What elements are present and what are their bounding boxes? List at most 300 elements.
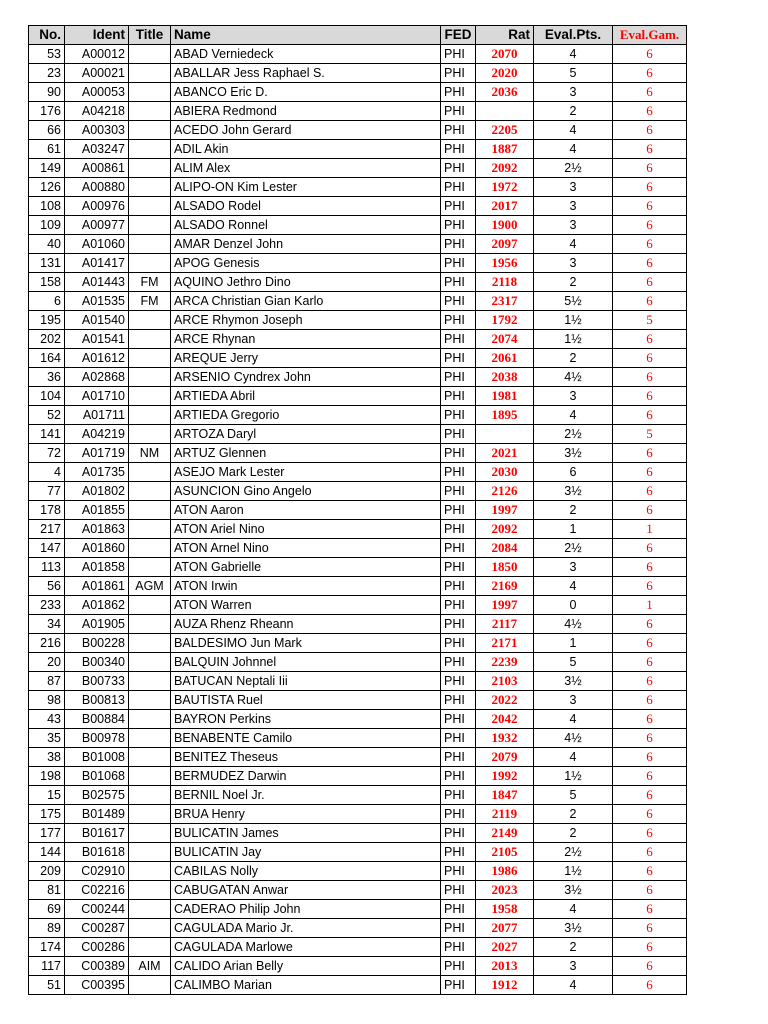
cell-ident: A03247 [65,140,129,159]
cell-no: 43 [29,710,65,729]
cell-fed: PHI [441,501,476,520]
table-row [29,862,687,881]
cell-eval-gam: 6 [613,83,687,102]
table-row [29,843,687,862]
cell-rating: 2171 [476,634,534,653]
table-row [29,634,687,653]
cell-no: 202 [29,330,65,349]
cell-fed: PHI [441,140,476,159]
cell-title [129,653,171,672]
cell-ident: A01612 [65,349,129,368]
cell-fed: PHI [441,596,476,615]
cell-ident: A04218 [65,102,129,121]
cell-name: AMAR Denzel John [171,235,441,254]
cell-title [129,102,171,121]
table-row [29,919,687,938]
cell-rating: 1997 [476,501,534,520]
cell-fed: PHI [441,368,476,387]
cell-eval-pts: 1½ [534,311,613,330]
cell-eval-pts: 2½ [534,539,613,558]
cell-no: 66 [29,121,65,140]
cell-name: BATUCAN Neptali Iii [171,672,441,691]
cell-title [129,520,171,539]
cell-eval-pts: 4½ [534,729,613,748]
table-row [29,387,687,406]
cell-ident: C00286 [65,938,129,957]
cell-eval-pts: 2½ [534,425,613,444]
cell-eval-pts: 4 [534,748,613,767]
cell-title [129,862,171,881]
cell-ident: A01443 [65,273,129,292]
cell-rating: 2239 [476,653,534,672]
cell-ident: B00813 [65,691,129,710]
cell-title [129,672,171,691]
header-rat: Rat [476,26,534,45]
cell-title [129,121,171,140]
cell-no: 233 [29,596,65,615]
table-row [29,558,687,577]
cell-ident: A01861 [65,577,129,596]
cell-ident: A01735 [65,463,129,482]
cell-fed: PHI [441,843,476,862]
cell-no: 81 [29,881,65,900]
cell-eval-gam: 6 [613,577,687,596]
cell-name: CALIMBO Marian [171,976,441,995]
cell-fed: PHI [441,463,476,482]
cell-no: 174 [29,938,65,957]
cell-rating: 2022 [476,691,534,710]
cell-name: AQUINO Jethro Dino [171,273,441,292]
cell-ident: A00053 [65,83,129,102]
cell-eval-gam: 6 [613,881,687,900]
cell-no: 61 [29,140,65,159]
cell-name: ALIM Alex [171,159,441,178]
table-row [29,748,687,767]
cell-eval-pts: 5 [534,653,613,672]
cell-fed: PHI [441,292,476,311]
table-row [29,900,687,919]
cell-rating: 2117 [476,615,534,634]
cell-rating: 1895 [476,406,534,425]
cell-name: ATON Warren [171,596,441,615]
header-eval-gam: Eval.Gam. [613,26,687,45]
cell-name: ASUNCION Gino Angelo [171,482,441,501]
cell-eval-gam: 6 [613,824,687,843]
cell-eval-pts: 4½ [534,615,613,634]
cell-no: 175 [29,805,65,824]
cell-ident: A00976 [65,197,129,216]
cell-rating: 2070 [476,45,534,64]
table-row [29,273,687,292]
cell-ident: C00287 [65,919,129,938]
cell-eval-gam: 1 [613,520,687,539]
cell-title [129,938,171,957]
table-row [29,615,687,634]
cell-eval-gam: 6 [613,368,687,387]
cell-fed: PHI [441,881,476,900]
cell-no: 4 [29,463,65,482]
cell-title [129,311,171,330]
cell-ident: A01862 [65,596,129,615]
cell-no: 35 [29,729,65,748]
cell-fed: PHI [441,311,476,330]
cell-ident: C02910 [65,862,129,881]
cell-eval-pts: 1 [534,634,613,653]
table-row [29,121,687,140]
cell-no: 108 [29,197,65,216]
player-table [28,25,687,995]
cell-fed: PHI [441,425,476,444]
cell-title [129,330,171,349]
cell-eval-gam: 6 [613,463,687,482]
cell-ident: B01068 [65,767,129,786]
cell-rating: 2103 [476,672,534,691]
cell-ident: A00303 [65,121,129,140]
cell-name: CABILAS Nolly [171,862,441,881]
cell-name: ABIERA Redmond [171,102,441,121]
cell-fed: PHI [441,653,476,672]
cell-eval-gam: 6 [613,216,687,235]
cell-ident: C02216 [65,881,129,900]
cell-name: ABALLAR Jess Raphael S. [171,64,441,83]
cell-title [129,558,171,577]
cell-fed: PHI [441,406,476,425]
cell-no: 147 [29,539,65,558]
cell-ident: A01863 [65,520,129,539]
cell-eval-gam: 6 [613,691,687,710]
cell-ident: B00340 [65,653,129,672]
cell-title [129,843,171,862]
cell-no: 90 [29,83,65,102]
cell-eval-pts: 3½ [534,919,613,938]
table-row [29,311,687,330]
cell-eval-gam: 6 [613,444,687,463]
cell-fed: PHI [441,786,476,805]
table-row [29,729,687,748]
cell-ident: A01858 [65,558,129,577]
cell-eval-gam: 6 [613,482,687,501]
cell-rating: 1981 [476,387,534,406]
cell-eval-pts: 4 [534,577,613,596]
table-row [29,45,687,64]
cell-name: AREQUE Jerry [171,349,441,368]
cell-eval-pts: 6 [534,463,613,482]
cell-name: ALIPO-ON Kim Lester [171,178,441,197]
cell-eval-gam: 6 [613,938,687,957]
cell-no: 113 [29,558,65,577]
cell-no: 178 [29,501,65,520]
cell-fed: PHI [441,767,476,786]
cell-rating: 1956 [476,254,534,273]
cell-eval-pts: 2 [534,501,613,520]
table-row [29,425,687,444]
cell-rating: 1847 [476,786,534,805]
cell-rating: 2105 [476,843,534,862]
cell-eval-gam: 6 [613,235,687,254]
table-row [29,83,687,102]
cell-eval-pts: 2 [534,938,613,957]
cell-eval-gam: 6 [613,634,687,653]
cell-no: 87 [29,672,65,691]
cell-ident: B01489 [65,805,129,824]
cell-name: AUZA Rhenz Rheann [171,615,441,634]
cell-name: ARCE Rhymon Joseph [171,311,441,330]
cell-fed: PHI [441,710,476,729]
cell-ident: A01711 [65,406,129,425]
cell-title [129,900,171,919]
cell-fed: PHI [441,64,476,83]
cell-name: ALSADO Ronnel [171,216,441,235]
cell-no: 20 [29,653,65,672]
cell-eval-pts: 3½ [534,444,613,463]
cell-rating: 2027 [476,938,534,957]
table-row [29,178,687,197]
header-eval-pts: Eval.Pts. [534,26,613,45]
cell-name: BRUA Henry [171,805,441,824]
cell-title [129,805,171,824]
cell-title [129,45,171,64]
cell-name: ATON Aaron [171,501,441,520]
cell-name: BAUTISTA Ruel [171,691,441,710]
cell-rating: 1912 [476,976,534,995]
cell-ident: A01541 [65,330,129,349]
table-row [29,577,687,596]
cell-eval-pts: 3 [534,957,613,976]
table-row [29,710,687,729]
cell-name: APOG Genesis [171,254,441,273]
cell-ident: A00880 [65,178,129,197]
table-row [29,501,687,520]
cell-no: 23 [29,64,65,83]
cell-fed: PHI [441,805,476,824]
cell-eval-pts: 2 [534,805,613,824]
cell-no: 6 [29,292,65,311]
cell-no: 36 [29,368,65,387]
cell-rating: 2118 [476,273,534,292]
cell-eval-pts: 1½ [534,767,613,786]
table-row [29,406,687,425]
cell-title [129,235,171,254]
cell-no: 195 [29,311,65,330]
cell-no: 15 [29,786,65,805]
cell-name: BULICATIN Jay [171,843,441,862]
table-row [29,463,687,482]
cell-no: 216 [29,634,65,653]
cell-ident: A01535 [65,292,129,311]
cell-title [129,767,171,786]
table-row [29,824,687,843]
cell-fed: PHI [441,558,476,577]
cell-eval-gam: 6 [613,805,687,824]
cell-rating: 2020 [476,64,534,83]
cell-ident: A01060 [65,235,129,254]
cell-eval-gam: 6 [613,501,687,520]
cell-eval-gam: 6 [613,178,687,197]
cell-rating: 2084 [476,539,534,558]
cell-rating: 2119 [476,805,534,824]
cell-eval-pts: 1 [534,520,613,539]
cell-title [129,919,171,938]
cell-eval-pts: 2 [534,824,613,843]
cell-name: ATON Arnel Nino [171,539,441,558]
cell-eval-pts: 3 [534,558,613,577]
cell-eval-pts: 3 [534,83,613,102]
cell-title [129,596,171,615]
cell-title [129,216,171,235]
cell-eval-pts: 3½ [534,482,613,501]
cell-eval-pts: 0 [534,596,613,615]
cell-fed: PHI [441,387,476,406]
cell-no: 109 [29,216,65,235]
cell-ident: C00389 [65,957,129,976]
cell-name: ARTIEDA Gregorio [171,406,441,425]
cell-rating: 1850 [476,558,534,577]
cell-rating: 2038 [476,368,534,387]
cell-eval-gam: 6 [613,330,687,349]
cell-rating: 2097 [476,235,534,254]
cell-title [129,976,171,995]
cell-title [129,349,171,368]
cell-ident: A00861 [65,159,129,178]
cell-rating: 1972 [476,178,534,197]
cell-no: 126 [29,178,65,197]
cell-no: 131 [29,254,65,273]
cell-eval-gam: 6 [613,558,687,577]
cell-eval-gam: 6 [613,919,687,938]
cell-name: ADIL Akin [171,140,441,159]
cell-eval-gam: 6 [613,862,687,881]
table-row [29,254,687,273]
cell-name: ACEDO John Gerard [171,121,441,140]
cell-no: 217 [29,520,65,539]
cell-fed: PHI [441,273,476,292]
table-row [29,520,687,539]
cell-title [129,748,171,767]
cell-eval-pts: 2 [534,273,613,292]
cell-name: CAGULADA Mario Jr. [171,919,441,938]
cell-ident: B01008 [65,748,129,767]
cell-name: ALSADO Rodel [171,197,441,216]
cell-no: 53 [29,45,65,64]
cell-eval-gam: 6 [613,273,687,292]
cell-fed: PHI [441,254,476,273]
cell-eval-gam: 6 [613,102,687,121]
cell-ident: A00977 [65,216,129,235]
cell-eval-pts: 4 [534,900,613,919]
cell-fed: PHI [441,748,476,767]
cell-eval-gam: 6 [613,254,687,273]
cell-rating: 1986 [476,862,534,881]
cell-eval-gam: 6 [613,710,687,729]
cell-title [129,83,171,102]
cell-ident: A01417 [65,254,129,273]
table-row [29,596,687,615]
cell-fed: PHI [441,444,476,463]
cell-fed: PHI [441,691,476,710]
cell-name: CADERAO Philip John [171,900,441,919]
table-row [29,805,687,824]
cell-eval-gam: 6 [613,159,687,178]
cell-title [129,197,171,216]
header-row [29,26,687,45]
cell-eval-gam: 6 [613,767,687,786]
cell-no: 89 [29,919,65,938]
cell-no: 52 [29,406,65,425]
cell-eval-gam: 6 [613,64,687,83]
cell-eval-gam: 6 [613,729,687,748]
cell-eval-gam: 6 [613,786,687,805]
cell-title [129,482,171,501]
cell-title [129,824,171,843]
cell-eval-gam: 6 [613,900,687,919]
cell-no: 56 [29,577,65,596]
cell-rating: 2092 [476,520,534,539]
cell-rating: 1958 [476,900,534,919]
cell-eval-pts: 3½ [534,881,613,900]
cell-fed: PHI [441,539,476,558]
cell-title [129,729,171,748]
cell-no: 72 [29,444,65,463]
cell-rating: 1887 [476,140,534,159]
cell-eval-pts: 4 [534,121,613,140]
cell-eval-gam: 6 [613,140,687,159]
cell-eval-pts: 3 [534,197,613,216]
cell-title [129,140,171,159]
cell-eval-pts: 4 [534,976,613,995]
cell-rating: 1992 [476,767,534,786]
cell-eval-pts: 2½ [534,843,613,862]
cell-eval-pts: 3 [534,216,613,235]
table-row [29,976,687,995]
cell-no: 164 [29,349,65,368]
cell-title [129,539,171,558]
cell-title [129,159,171,178]
cell-title [129,254,171,273]
cell-title [129,691,171,710]
cell-title [129,710,171,729]
cell-name: BULICATIN James [171,824,441,843]
table-row [29,349,687,368]
cell-eval-pts: 1½ [534,862,613,881]
cell-eval-gam: 6 [613,406,687,425]
cell-name: CAGULADA Marlowe [171,938,441,957]
cell-no: 149 [29,159,65,178]
cell-eval-gam: 6 [613,121,687,140]
cell-name: ARTOZA Daryl [171,425,441,444]
cell-name: BALQUIN Johnnel [171,653,441,672]
cell-name: BENITEZ Theseus [171,748,441,767]
table-row [29,292,687,311]
cell-eval-gam: 6 [613,387,687,406]
cell-eval-pts: 4½ [534,368,613,387]
cell-rating: 2061 [476,349,534,368]
cell-no: 38 [29,748,65,767]
cell-rating: 1932 [476,729,534,748]
cell-ident: A01802 [65,482,129,501]
table-row [29,691,687,710]
table-row [29,653,687,672]
cell-eval-gam: 6 [613,197,687,216]
cell-title: AIM [129,957,171,976]
cell-eval-gam: 6 [613,957,687,976]
cell-fed: PHI [441,824,476,843]
cell-fed: PHI [441,121,476,140]
cell-ident: C00395 [65,976,129,995]
cell-rating: 2030 [476,463,534,482]
cell-name: ATON Gabrielle [171,558,441,577]
header-ident: Ident [65,26,129,45]
header-title: Title [129,26,171,45]
